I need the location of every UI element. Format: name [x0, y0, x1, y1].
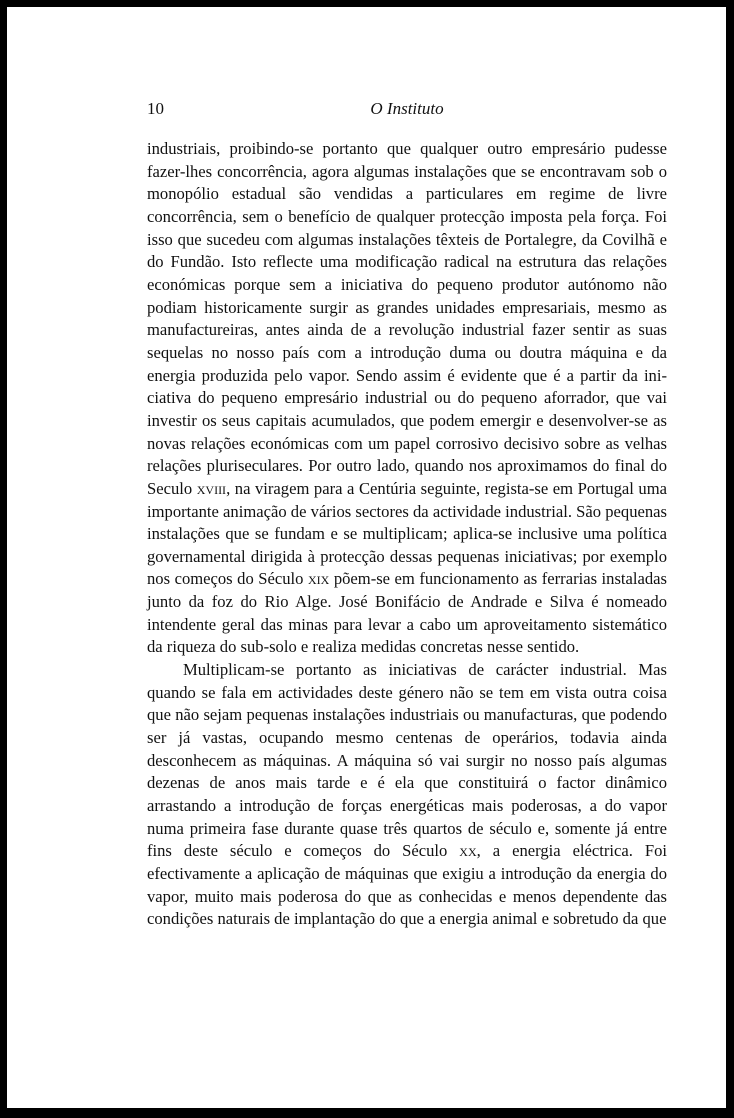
- body-text: [147, 138, 667, 931]
- running-title: O Instituto: [370, 99, 444, 118]
- text-run: , a energia eléctrica. Foi efectivamente a aplicação de máquinas que exigiu a introdução da energia do vapor, muito mais poderosa do que as conhecidas e menos dependente das condições naturais de implantação do que a energia animal e sobretudo da que: [147, 841, 667, 929]
- paragraph: [147, 659, 667, 931]
- century-numeral: xx: [459, 841, 477, 861]
- text-run: põem-se em funcionamento as ferrarias instaladas junto da foz do Rio Alge. José Bonifácio de Andrade e Silva é nomeado intendente geral das minas para levar a cabo um aproveitamento sistemático da riqueza do sub-solo e realiza medidas concretas nesse sentido.: [147, 569, 667, 657]
- century-numeral: xviii: [196, 478, 227, 498]
- page-header: [147, 99, 667, 123]
- paragraph: [147, 138, 667, 659]
- text-run: Multiplicam-se portanto as iniciativas de carácter industrial. Mas quando se fala em actividades deste género não se tem em vista outra coisa que não sejam pequenas instalações industriais ou manufacturas, que podendo ser já vastas, ocupando mesmo centenas de operários, todavia ainda desconhecem as máquinas. A máquina só vai surgir no nosso país algumas dezenas de anos mais tarde e é ela que constituirá o factor dinâmico arrastando a introdução de forças energéticas mais poderosas, a do vapor numa primeira fase durante quase três quartos de século e, somente já entre fins deste século e começos do Século: [147, 660, 667, 861]
- book-page: [7, 7, 726, 1108]
- century-numeral: xix: [307, 569, 330, 589]
- text-run: , na viragem para a Centúria seguinte, regista-se em Portugal uma importante animação de vários sectores da actividade industrial. São pequenas instalações que se fundam e se multiplicam; aplica-se inclusive uma política governamental dirigida à protecção dessas pequenas iniciativas; por exemplo nos começos do Século: [147, 478, 667, 589]
- text-run: industriais, proibindo-se portanto que qualquer outro empresário pudesse fazer-lhes concorrência, agora algumas instalações que se encontravam sob o monopólio estadual são vendidas a particulares em regime de livre concorrência, sem o benefício de qualquer protecção imposta pela força. Foi isso que sucedeu com algumas instalações têxteis de Portalegre, da Covilhã e do Fundão. Isto reflecte uma modificação radical na estrutura das relações económicas porque sem a iniciativa do pequeno produtor autónomo não podiam historicamente surgir as grandes unidades empresariais, mesmo as manufactureiras, antes ainda de a revolução industrial fazer sentir as suas sequelas no nosso país com a introdução duma ou doutra máquina e da energia produzida pelo vapor. Sendo assim é evidente que é a partir da iniciativa do pequeno empresário industrial ou do pequeno aforrador, que vai investir os seus capitais acumulados, que podem emergir e desenvolver-se as novas relações económicas com um papel corrosivo decisivo sobre as velhas relações pluriseculares. Por outro lado, quando nos aproximamos do final do Seculo: [147, 139, 667, 498]
- page-number: 10: [147, 99, 164, 118]
